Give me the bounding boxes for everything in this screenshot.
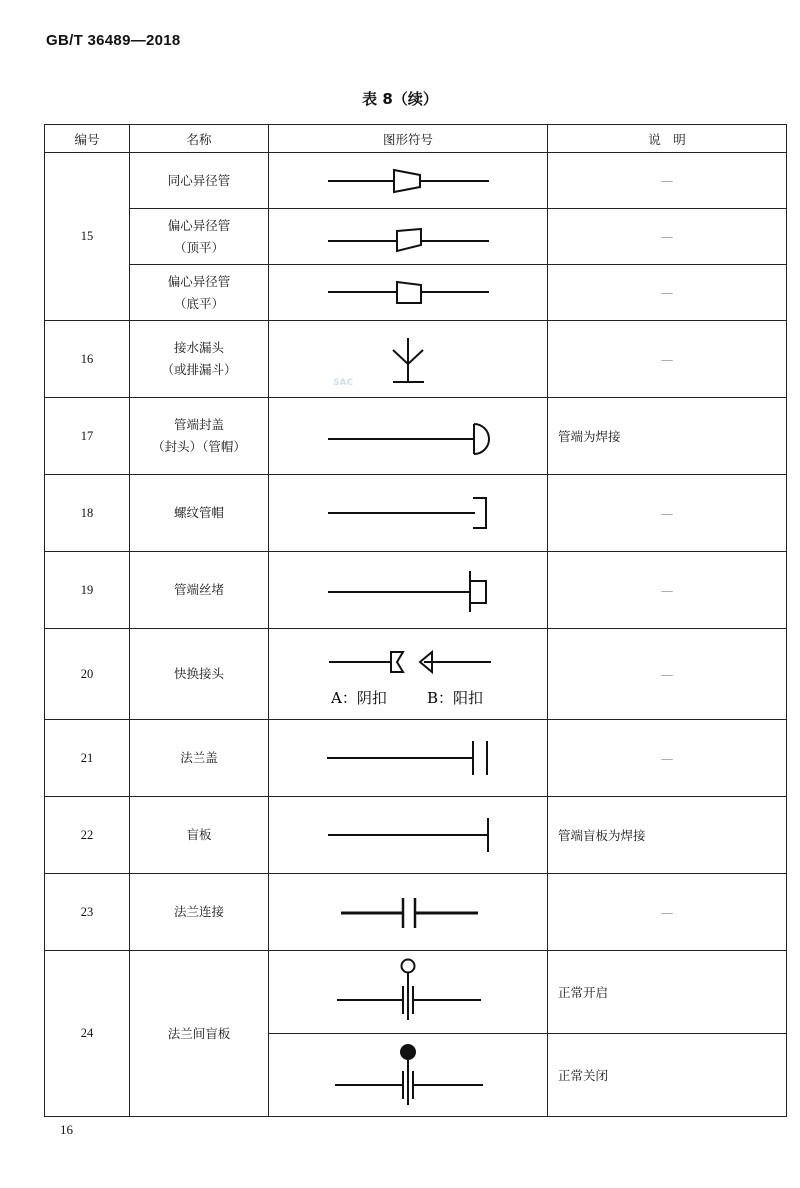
table-title: 表 8（续） (362, 90, 438, 108)
column-header-name: 名称 (130, 125, 269, 153)
table-row (45, 720, 787, 797)
row-description: 管端盲板为焊接 (548, 797, 787, 874)
table-row (45, 398, 787, 475)
row-name (130, 552, 269, 629)
row-number: 18 (45, 475, 130, 552)
table-row (45, 951, 787, 1034)
name-line-2: （顶平） (173, 239, 224, 255)
column-header-symbol: 图形符号 (269, 125, 548, 153)
pipe-end-cap-symbol (269, 398, 548, 475)
table-row (45, 629, 787, 720)
table-row (45, 153, 787, 209)
row-description: 正常关闭 (548, 1034, 787, 1117)
page-number: 16 (60, 1122, 73, 1137)
row-description: — (548, 475, 787, 552)
row-description: — (548, 321, 787, 398)
row-description: — (548, 629, 787, 720)
name-line-2: （或排漏斗） (161, 362, 237, 377)
row-number: 22 (45, 797, 130, 874)
row-number: 21 (45, 720, 130, 797)
row-name (130, 720, 269, 797)
row-name (130, 209, 269, 265)
row-number: 24 (45, 951, 130, 1117)
name-line: 偏心异径管 (167, 217, 231, 233)
row-number: 15 (45, 153, 130, 321)
row-description: 正常开启 (548, 951, 787, 1034)
spectacle-blind-closed-symbol (269, 1034, 548, 1117)
row-name (130, 321, 269, 398)
name-line-2: （封头）（管帽） (152, 439, 246, 454)
watermark-logo: SAC (333, 378, 354, 388)
row-description: — (548, 265, 787, 321)
blind-flange-symbol (269, 720, 548, 797)
name-line: 管端丝堵 (173, 582, 224, 597)
row-number: 23 (45, 874, 130, 951)
row-description: 管端为焊接 (548, 398, 787, 475)
name-line: 法兰间盲板 (167, 1025, 231, 1041)
row-description: — (548, 552, 787, 629)
row-name (130, 398, 269, 475)
name-line: 接水漏头 (173, 340, 224, 355)
name-line: 快换接头 (173, 666, 224, 681)
table-row (45, 475, 787, 552)
table-row (45, 265, 787, 321)
row-description: — (548, 720, 787, 797)
eccentric-reducer-bottom-flat-symbol (269, 265, 548, 321)
name-line: 法兰连接 (173, 904, 224, 919)
name-line: 盲板 (186, 827, 212, 842)
row-name (130, 265, 269, 321)
name-line-2: （底平） (173, 295, 224, 311)
name-line: 管端封盖 (173, 417, 224, 432)
name-line: 同心异径管 (167, 172, 231, 188)
column-header-number: 编号 (45, 125, 130, 153)
row-description: — (548, 209, 787, 265)
row-name (130, 475, 269, 552)
row-number: 20 (45, 629, 130, 720)
row-number: 17 (45, 398, 130, 475)
quick-coupling-symbol (269, 629, 548, 720)
row-name (130, 153, 269, 209)
row-description: — (548, 153, 787, 209)
table-row (45, 797, 787, 874)
table-row (45, 209, 787, 265)
name-line: 螺纹管帽 (173, 505, 224, 520)
row-name (130, 874, 269, 951)
table-row (45, 321, 787, 398)
eccentric-reducer-top-flat-symbol (269, 209, 548, 265)
male-coupling-label: B：阳扣 (427, 689, 484, 707)
symbol-table (44, 124, 787, 1117)
table-header-row (45, 125, 787, 153)
row-name (130, 629, 269, 720)
female-coupling-label: A：阴扣 (331, 689, 387, 707)
pipe-plug-symbol (269, 552, 548, 629)
row-name (130, 797, 269, 874)
flange-connection-symbol (269, 874, 548, 951)
concentric-reducer-symbol (269, 153, 548, 209)
threaded-cap-symbol (269, 475, 548, 552)
row-number: 19 (45, 552, 130, 629)
standard-code: GB/T 36489—2018 (46, 32, 181, 49)
row-number: 16 (45, 321, 130, 398)
column-header-description: 说 明 (548, 125, 787, 153)
name-line: 法兰盖 (180, 750, 218, 765)
blind-plate-symbol (269, 797, 548, 874)
name-line: 偏心异径管 (167, 273, 231, 289)
row-name (130, 951, 269, 1117)
drain-funnel-symbol (269, 321, 548, 398)
table-row (45, 874, 787, 951)
table-row (45, 552, 787, 629)
row-description: — (548, 874, 787, 951)
spectacle-blind-open-symbol (269, 951, 548, 1034)
